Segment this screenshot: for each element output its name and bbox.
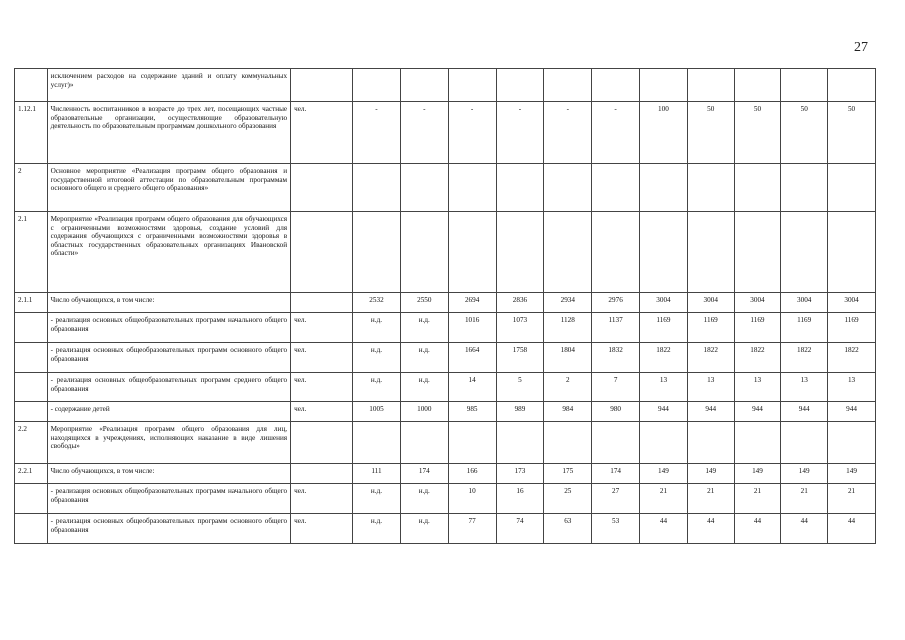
value-cell: - (448, 102, 496, 164)
value-cell: 2532 (353, 293, 401, 313)
indicator-description-cell: - реализация основных общеобразовательных программ основного общего образования (47, 343, 291, 373)
value-cell: 21 (734, 484, 781, 514)
value-cell (781, 422, 828, 464)
value-cell: 21 (781, 484, 828, 514)
value-cell (353, 69, 401, 102)
value-cell: 1822 (687, 343, 734, 373)
value-cell: 44 (781, 514, 828, 544)
value-cell: н.д. (353, 373, 401, 402)
indicator-description-cell: - реализация основных общеобразовательных программ среднего общего образования (47, 373, 291, 402)
value-cell: - (544, 102, 592, 164)
unit-cell: чел. (291, 343, 353, 373)
value-cell (640, 422, 688, 464)
value-cell: 111 (353, 464, 401, 484)
table-row (15, 514, 876, 544)
value-cell: 175 (544, 464, 592, 484)
value-cell (544, 422, 592, 464)
value-cell: 1000 (400, 402, 448, 422)
value-cell (734, 422, 781, 464)
value-cell: 944 (734, 402, 781, 422)
value-cell: 1832 (592, 343, 640, 373)
table-row (15, 212, 876, 293)
value-cell: 10 (448, 484, 496, 514)
unit-cell: чел. (291, 102, 353, 164)
value-cell (496, 69, 544, 102)
value-cell: 1804 (544, 343, 592, 373)
value-cell: 2976 (592, 293, 640, 313)
value-cell: 2694 (448, 293, 496, 313)
table-row (15, 422, 876, 464)
value-cell: 2934 (544, 293, 592, 313)
value-cell: - (496, 102, 544, 164)
value-cell: 149 (734, 464, 781, 484)
unit-cell (291, 164, 353, 212)
indicator-description-cell: исключением расходов на содержание зданий и оплату коммунальных услуг)» (47, 69, 291, 102)
value-cell: 1169 (828, 313, 876, 343)
row-number-cell (15, 313, 48, 343)
unit-cell: чел. (291, 313, 353, 343)
value-cell: 50 (687, 102, 734, 164)
value-cell: 63 (544, 514, 592, 544)
value-cell: 2836 (496, 293, 544, 313)
value-cell: 1128 (544, 313, 592, 343)
value-cell: н.д. (400, 484, 448, 514)
value-cell: 74 (496, 514, 544, 544)
table-row (15, 402, 876, 422)
value-cell: 1664 (448, 343, 496, 373)
unit-cell: чел. (291, 402, 353, 422)
value-cell (448, 422, 496, 464)
unit-cell (291, 293, 353, 313)
value-cell: 3004 (687, 293, 734, 313)
value-cell: 985 (448, 402, 496, 422)
value-cell (687, 69, 734, 102)
value-cell (400, 164, 448, 212)
row-number-cell (15, 514, 48, 544)
value-cell (640, 212, 688, 293)
value-cell (640, 164, 688, 212)
value-cell: н.д. (400, 514, 448, 544)
row-number-cell (15, 402, 48, 422)
value-cell: 1822 (640, 343, 688, 373)
indicator-description-cell: Основное мероприятие «Реализация программ общего образования и государственной итоговой аттестации по образовательным программам основного общего и среднего общего образования» (47, 164, 291, 212)
value-cell: 13 (828, 373, 876, 402)
value-cell (400, 69, 448, 102)
value-cell: 100 (640, 102, 688, 164)
value-cell: 13 (781, 373, 828, 402)
table-body (15, 69, 876, 544)
value-cell: н.д. (353, 514, 401, 544)
value-cell: н.д. (353, 484, 401, 514)
value-cell: 944 (828, 402, 876, 422)
table-row (15, 484, 876, 514)
value-cell: 14 (448, 373, 496, 402)
row-number-cell (15, 69, 48, 102)
value-cell: 1169 (640, 313, 688, 343)
value-cell: 980 (592, 402, 640, 422)
value-cell (448, 212, 496, 293)
value-cell (828, 164, 876, 212)
indicator-description-cell: - содержание детей (47, 402, 291, 422)
value-cell: 1016 (448, 313, 496, 343)
unit-cell (291, 212, 353, 293)
value-cell: 2550 (400, 293, 448, 313)
value-cell (640, 69, 688, 102)
value-cell (828, 422, 876, 464)
value-cell: 944 (781, 402, 828, 422)
value-cell: 149 (640, 464, 688, 484)
value-cell: 1169 (781, 313, 828, 343)
value-cell (592, 422, 640, 464)
indicator-description-cell: - реализация основных общеобразовательных программ основного общего образования (47, 514, 291, 544)
value-cell: 149 (687, 464, 734, 484)
indicator-description-cell: - реализация основных общеобразовательных программ начального общего образования (47, 313, 291, 343)
indicator-description-cell: Число обучающихся, в том числе: (47, 464, 291, 484)
unit-cell (291, 69, 353, 102)
value-cell: 5 (496, 373, 544, 402)
value-cell: 1137 (592, 313, 640, 343)
value-cell (687, 212, 734, 293)
value-cell: 21 (828, 484, 876, 514)
value-cell (353, 164, 401, 212)
value-cell (734, 164, 781, 212)
value-cell: 3004 (734, 293, 781, 313)
row-number-cell (15, 373, 48, 402)
value-cell (687, 422, 734, 464)
value-cell: 7 (592, 373, 640, 402)
value-cell: 44 (734, 514, 781, 544)
value-cell: 16 (496, 484, 544, 514)
value-cell (687, 164, 734, 212)
value-cell: 13 (687, 373, 734, 402)
row-number-cell: 2 (15, 164, 48, 212)
table-row (15, 313, 876, 343)
value-cell: 174 (400, 464, 448, 484)
table-row (15, 69, 876, 102)
value-cell: 149 (828, 464, 876, 484)
row-number-cell: 1.12.1 (15, 102, 48, 164)
value-cell: 174 (592, 464, 640, 484)
value-cell: 944 (687, 402, 734, 422)
table-row (15, 293, 876, 313)
indicator-description-cell: Число обучающихся, в том числе: (47, 293, 291, 313)
value-cell: 50 (828, 102, 876, 164)
value-cell: н.д. (353, 313, 401, 343)
page-number: 27 (854, 40, 868, 55)
value-cell: 989 (496, 402, 544, 422)
value-cell: 1073 (496, 313, 544, 343)
value-cell: 944 (640, 402, 688, 422)
value-cell (544, 164, 592, 212)
value-cell (544, 69, 592, 102)
value-cell: 13 (640, 373, 688, 402)
value-cell: 21 (640, 484, 688, 514)
value-cell (734, 212, 781, 293)
value-cell (496, 422, 544, 464)
value-cell (781, 164, 828, 212)
value-cell: 1169 (734, 313, 781, 343)
value-cell: - (400, 102, 448, 164)
table-row (15, 373, 876, 402)
value-cell (781, 212, 828, 293)
value-cell: 149 (781, 464, 828, 484)
value-cell: 50 (781, 102, 828, 164)
indicator-description-cell: - реализация основных общеобразовательных программ начального общего образования (47, 484, 291, 514)
table-row (15, 343, 876, 373)
value-cell: 44 (687, 514, 734, 544)
value-cell: 50 (734, 102, 781, 164)
value-cell: 1005 (353, 402, 401, 422)
value-cell (353, 422, 401, 464)
unit-cell: чел. (291, 484, 353, 514)
indicator-description-cell: Мероприятие «Реализация программ общего образования для обучающихся с ограниченными возможностями здоровья, создание условий для содержания обучающихся с ограниченными возможностями здоровья в областных государственных образовательных организациях Ивановской области» (47, 212, 291, 293)
unit-cell (291, 422, 353, 464)
unit-cell (291, 464, 353, 484)
value-cell (496, 164, 544, 212)
row-number-cell (15, 343, 48, 373)
indicator-description-cell: Мероприятие «Реализация программ общего образования для лиц, находящихся в учреждениях, исполняющих наказание в виде лишения свободы» (47, 422, 291, 464)
value-cell (496, 212, 544, 293)
value-cell: н.д. (400, 343, 448, 373)
row-number-cell (15, 484, 48, 514)
row-number-cell: 2.2.1 (15, 464, 48, 484)
indicator-description-cell: Численность воспитанников в возрасте до трех лет, посещающих частные образовательные организации, осуществляющие образовательную деятельность по образовательным программам дошкольного образования (47, 102, 291, 164)
value-cell (781, 69, 828, 102)
value-cell: 25 (544, 484, 592, 514)
value-cell: 984 (544, 402, 592, 422)
value-cell (828, 69, 876, 102)
value-cell: 44 (828, 514, 876, 544)
value-cell: н.д. (353, 343, 401, 373)
value-cell: 3004 (828, 293, 876, 313)
value-cell (592, 164, 640, 212)
unit-cell: чел. (291, 373, 353, 402)
value-cell: 13 (734, 373, 781, 402)
value-cell: 3004 (781, 293, 828, 313)
value-cell: 21 (687, 484, 734, 514)
value-cell: 1758 (496, 343, 544, 373)
value-cell: н.д. (400, 373, 448, 402)
value-cell (400, 212, 448, 293)
value-cell: 173 (496, 464, 544, 484)
value-cell: 53 (592, 514, 640, 544)
row-number-cell: 2.2 (15, 422, 48, 464)
value-cell (544, 212, 592, 293)
value-cell: 1822 (828, 343, 876, 373)
value-cell: 2 (544, 373, 592, 402)
value-cell (448, 69, 496, 102)
value-cell: н.д. (400, 313, 448, 343)
value-cell (734, 69, 781, 102)
value-cell (592, 212, 640, 293)
value-cell: 166 (448, 464, 496, 484)
value-cell (828, 212, 876, 293)
value-cell: 44 (640, 514, 688, 544)
table-row (15, 102, 876, 164)
value-cell: 77 (448, 514, 496, 544)
value-cell (400, 422, 448, 464)
value-cell (353, 212, 401, 293)
unit-cell: чел. (291, 514, 353, 544)
value-cell (448, 164, 496, 212)
indicators-table (14, 68, 876, 544)
value-cell: - (353, 102, 401, 164)
value-cell: - (592, 102, 640, 164)
value-cell: 1169 (687, 313, 734, 343)
table-row (15, 464, 876, 484)
value-cell (592, 69, 640, 102)
table-row (15, 164, 876, 212)
value-cell: 27 (592, 484, 640, 514)
value-cell: 1822 (734, 343, 781, 373)
row-number-cell: 2.1 (15, 212, 48, 293)
value-cell: 3004 (640, 293, 688, 313)
value-cell: 1822 (781, 343, 828, 373)
row-number-cell: 2.1.1 (15, 293, 48, 313)
